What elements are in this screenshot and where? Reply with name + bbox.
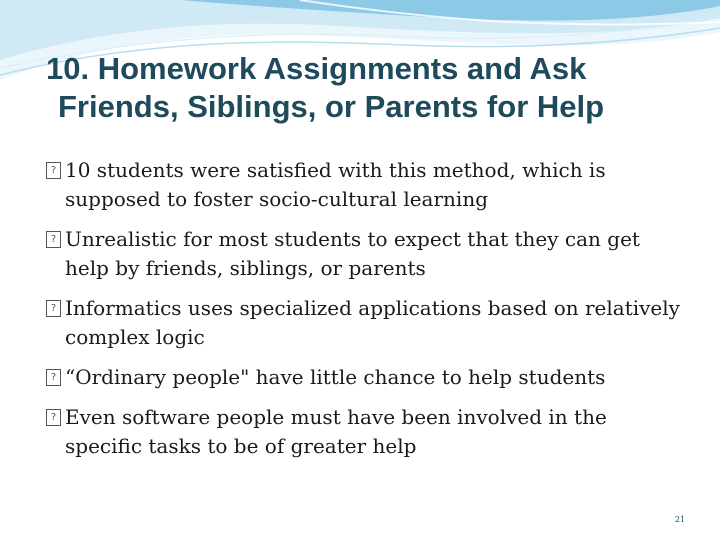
page-number: 21 xyxy=(674,515,686,524)
missing-glyph-bullet-icon: ? xyxy=(46,162,61,179)
bullet-text: “Ordinary people" have little chance to help students xyxy=(65,365,606,389)
missing-glyph-bullet-icon: ? xyxy=(46,409,61,426)
missing-glyph-bullet-icon: ? xyxy=(46,300,61,317)
bullet-item xyxy=(48,363,688,392)
bullet-item xyxy=(48,156,688,214)
bullet-list xyxy=(48,156,688,472)
title-line-1: 10. Homework Assignments and Ask xyxy=(46,51,587,86)
bullet-item xyxy=(48,225,688,283)
slide-title xyxy=(40,50,710,126)
missing-glyph-bullet-icon: ? xyxy=(46,369,61,386)
bullet-text: Unrealistic for most students to expect that they can get help by friends, siblings, or parents xyxy=(65,227,640,280)
missing-glyph-bullet-icon: ? xyxy=(46,231,61,248)
bullet-item xyxy=(48,294,688,352)
bullet-text: 10 students were satisfied with this method, which is supposed to foster socio-cultural learning xyxy=(65,158,606,211)
title-line-2: Friends, Siblings, or Parents for Help xyxy=(58,89,605,124)
bullet-item xyxy=(48,403,688,461)
bullet-text: Even software people must have been involved in the specific tasks to be of greater help xyxy=(65,405,607,458)
bullet-text: Informatics uses specialized applications based on relatively complex logic xyxy=(65,296,680,349)
